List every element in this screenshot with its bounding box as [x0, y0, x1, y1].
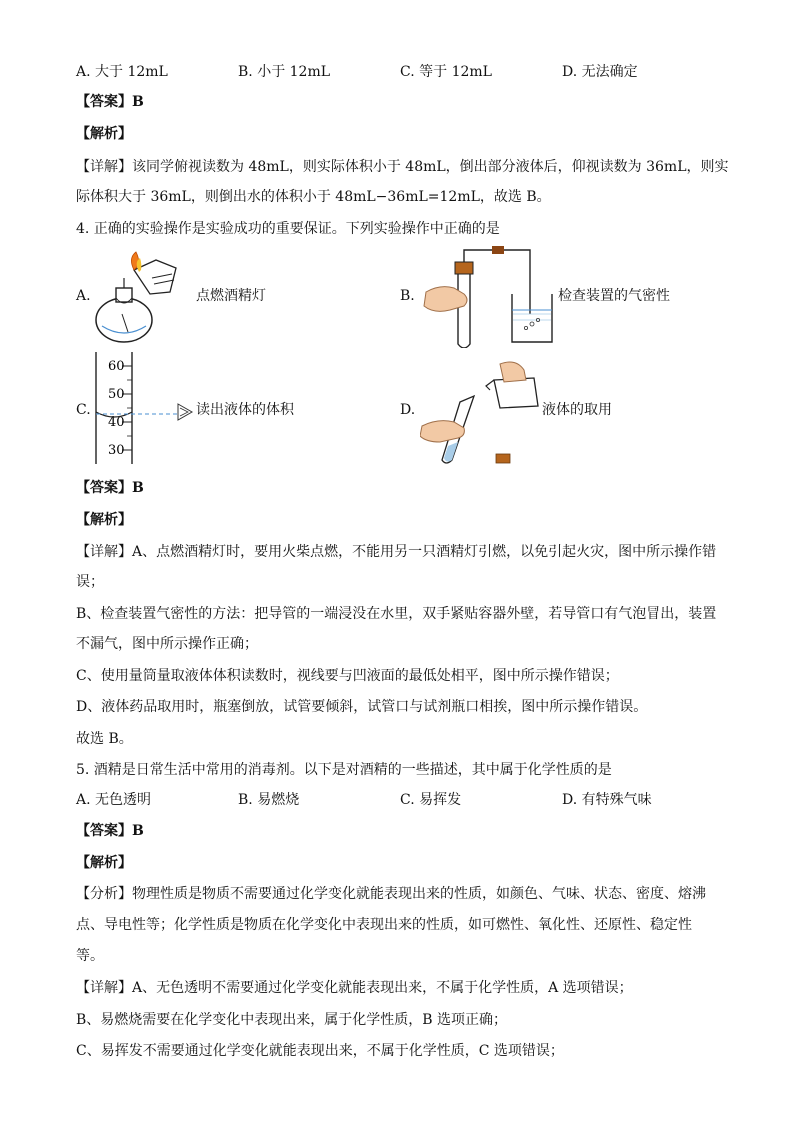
q4-answer: 【答案】B — [76, 480, 144, 496]
q3-option-d: D. 无法确定 — [562, 64, 638, 80]
q5-analysis-line-2: 点、导电性等；化学性质是物质在化学变化中表现出来的性质，如可燃性、氧化性、还原性、稳定性 — [76, 917, 692, 933]
q4-detail-a-line-1: 【详解】A、点燃酒精灯时，要用火柴点燃，不能用另一只酒精灯引燃，以免引起火灾，图中所示操作错 — [76, 544, 717, 560]
q5-analysis-line-1: 【分析】物理性质是物质不需要通过化学变化就能表现出来的性质，如颜色、气味、状态、密度、熔沸 — [76, 886, 706, 902]
q4-detail-b-line-1: B、检查装置气密性的方法：把导管的一端浸没在水里，双手紧贴容器外壁，若导管口有气泡冒出，装置 — [76, 606, 717, 622]
q5-detail-b: B、易燃烧需要在化学变化中表现出来，属于化学性质，B 选项正确； — [76, 1012, 508, 1028]
q4-fig-c-caption: 读出液体的体积 — [196, 402, 294, 418]
q4-fig-b-label: B. — [400, 288, 415, 304]
cylinder-tick-40: 40 — [108, 415, 125, 430]
q3-option-b: B. 小于 12mL — [238, 64, 331, 80]
q5-option-b: B. 易燃烧 — [238, 792, 300, 808]
q5-detail-a: 【详解】A、无色透明不需要通过化学变化就能表现出来，不属于化学性质，A 选项错误； — [76, 980, 633, 996]
graduated-cylinder-illustration — [92, 352, 198, 466]
q5-option-c: C. 易挥发 — [400, 792, 462, 808]
q4-fig-d-caption: 液体的取用 — [542, 402, 612, 418]
q3-detail-line-2: 际体积大于 36mL，则倒出水的体积小于 48mL−36mL=12mL，故选 B。 — [76, 189, 551, 205]
q3-answer: 【答案】B — [76, 94, 144, 110]
q3-option-a: A. 大于 12mL — [76, 64, 168, 80]
q4-conclusion: 故选 B。 — [76, 731, 133, 747]
q5-analysis-heading: 【解析】 — [76, 855, 132, 871]
q5-option-d: D. 有特殊气味 — [562, 792, 652, 808]
cylinder-tick-30: 30 — [108, 443, 125, 458]
q4-fig-b-caption: 检查装置的气密性 — [558, 288, 670, 304]
q4-fig-a-caption: 点燃酒精灯 — [196, 288, 266, 304]
liquid-pouring-illustration — [420, 356, 546, 468]
q4-stem: 4. 正确的实验操作是实验成功的重要保证。下列实验操作中正确的是 — [76, 221, 500, 237]
q3-option-c: C. 等于 12mL — [400, 64, 492, 80]
cylinder-tick-60: 60 — [108, 359, 125, 374]
q5-stem: 5. 酒精是日常生活中常用的消毒剂。以下是对酒精的一些描述，其中属于化学性质的是 — [76, 762, 612, 778]
q4-analysis-heading: 【解析】 — [76, 512, 132, 528]
cylinder-tick-50: 50 — [108, 387, 125, 402]
q4-fig-a-label: A. — [76, 288, 91, 304]
q4-detail-a-line-2: 误； — [76, 574, 104, 590]
q3-analysis-heading: 【解析】 — [76, 126, 132, 142]
q4-fig-c-label: C. — [76, 402, 91, 418]
q4-detail-b-line-2: 不漏气，图中所示操作正确； — [76, 636, 258, 652]
q5-detail-c: C、易挥发不需要通过化学变化就能表现出来，不属于化学性质，C 选项错误； — [76, 1043, 564, 1059]
q4-detail-d: D、液体药品取用时，瓶塞倒放，试管要倾斜，试管口与试剂瓶口相挨，图中所示操作错误。 — [76, 699, 648, 715]
alcohol-lamp-illustration — [94, 248, 198, 348]
airtightness-check-illustration — [420, 244, 560, 348]
q4-fig-d-label: D. — [400, 402, 416, 418]
q5-analysis-line-3: 等。 — [76, 948, 104, 964]
q5-option-a: A. 无色透明 — [76, 792, 152, 808]
q3-detail-line-1: 【详解】该同学俯视读数为 48mL，则实际体积小于 48mL，倒出部分液体后，仰视读数为 36mL，则实 — [76, 159, 729, 175]
q4-detail-c: C、使用量筒量取液体体积读数时，视线要与凹液面的最低处相平，图中所示操作错误； — [76, 668, 619, 684]
q5-answer: 【答案】B — [76, 823, 144, 839]
